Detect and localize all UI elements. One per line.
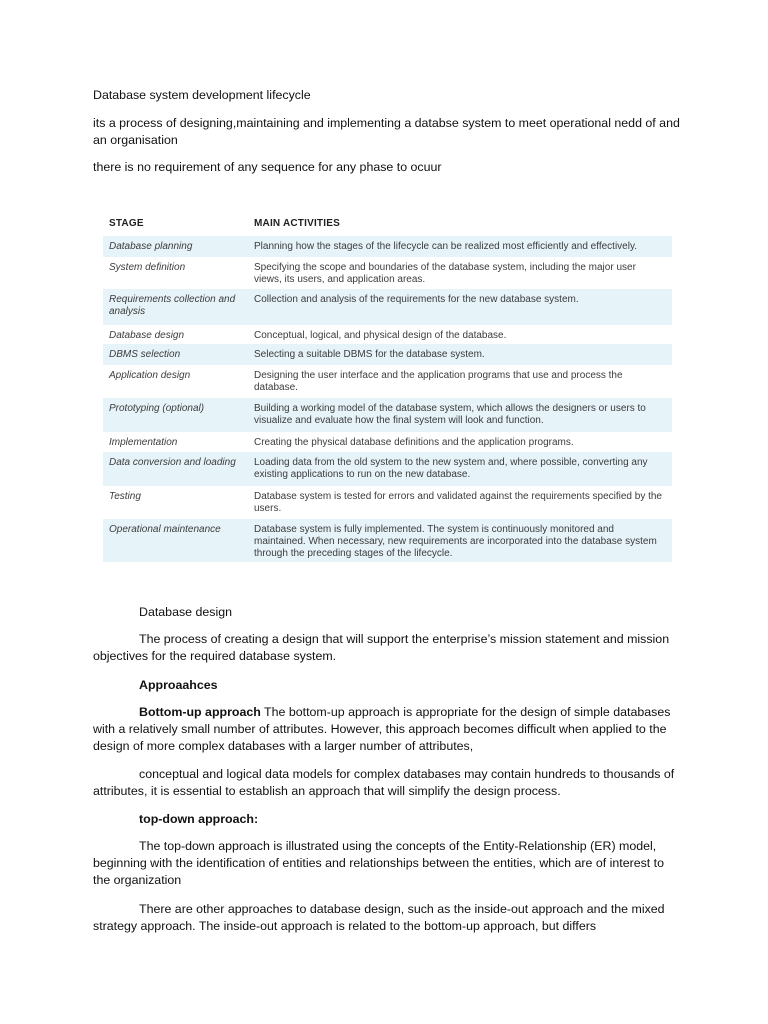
other-approaches-paragraph: There are other approaches to database design, such as the inside-out approach and the mixed strategy approach. The inside-out approach is related to the bottom-up approach, but differs	[93, 902, 665, 933]
stage-cell: Prototyping (optional)	[109, 403, 205, 414]
table-row	[103, 452, 672, 486]
top-down-heading: top-down approach:	[139, 812, 259, 826]
approaches-heading: Approaahces	[139, 678, 218, 692]
activity-cell: Specifying the scope and boundaries of the database system, including the major user views, its users, and application areas.	[254, 262, 636, 285]
doc-title: Database system development lifecycle	[93, 88, 311, 102]
activity-cell: Collection and analysis of the requirements for the new database system.	[254, 294, 579, 305]
stage-cell: System definition	[109, 262, 186, 273]
table-row	[103, 344, 672, 365]
activity-cell: Building a working model of the database system, which allows the designers or users to visualize and evaluate how the final system will look and function.	[254, 403, 646, 426]
activity-cell: Loading data from the old system to the new system and, where possible, converting any existing applications to run on the new database.	[254, 457, 648, 480]
table-row	[103, 325, 672, 344]
bottom-up-label: Bottom-up approach	[139, 705, 261, 719]
stage-cell: Operational maintenance	[109, 524, 221, 535]
stage-cell: Database planning	[109, 241, 193, 252]
stage-cell: Data conversion and loading	[109, 457, 236, 468]
table-row	[103, 236, 672, 257]
bottom-up-paragraph	[93, 704, 683, 755]
bottom-up-text: The bottom-up approach is appropriate for the design of simple databases with a relatively small number of attributes. However, this approach becomes difficult when applied to the design of more complex databases with a larger number of attributes,	[93, 705, 671, 753]
definition-paragraph: its a process of designing,maintaining and implementing a databse system to meet operational nedd of and an organisation	[93, 116, 680, 147]
table-header	[103, 210, 672, 236]
design-heading: Database design	[139, 605, 232, 619]
header-main-activities: MAIN ACTIVITIES	[254, 218, 340, 229]
header-stage: STAGE	[109, 218, 144, 229]
activity-cell: Designing the user interface and the application programs that use and process the database.	[254, 370, 623, 393]
stage-cell: Requirements collection and analysis	[109, 294, 236, 317]
table-row	[103, 365, 672, 398]
table-row	[103, 432, 672, 452]
table-row	[103, 486, 672, 519]
table-row	[103, 257, 672, 289]
activity-cell: Planning how the stages of the lifecycle can be realized most efficiently and effectively.	[254, 241, 637, 252]
activity-cell: Conceptual, logical, and physical design of the database.	[254, 330, 507, 341]
activity-cell: Database system is fully implemented. The system is continuously monitored and maintained. When necessary, new requirements are incorporated into the database system through the preceding stages of the lifecycle.	[254, 524, 657, 559]
stage-cell: Application design	[109, 370, 191, 381]
activity-cell: Creating the physical database definitions and the application programs.	[254, 437, 574, 448]
table-row	[103, 519, 672, 562]
stage-cell: Testing	[109, 491, 141, 502]
table-row	[103, 398, 672, 432]
activity-cell: Selecting a suitable DBMS for the database system.	[254, 349, 485, 360]
stage-cell: Database design	[109, 330, 185, 341]
stage-cell: Implementation	[109, 437, 178, 448]
design-definition-paragraph: The process of creating a design that will support the enterprise’s mission statement and mission objectives for the required database system.	[93, 632, 670, 663]
stage-cell: DBMS selection	[109, 349, 181, 360]
lifecycle-table	[103, 210, 672, 562]
table-row	[103, 289, 672, 325]
top-down-paragraph: The top-down approach is illustrated using the concepts of the Entity-Relationship (ER) model, beginning with the identification of entities and relationships between the entities, which are of interest to the organization	[93, 839, 665, 887]
complex-models-paragraph: conceptual and logical data models for complex databases may contain hundreds to thousands of attributes, it is essential to establish an approach that will simplify the design process.	[93, 767, 675, 798]
sequence-note-paragraph: there is no requirement of any sequence for any phase to ocuur	[93, 160, 442, 174]
activity-cell: Database system is tested for errors and validated against the requirements specified by the users.	[254, 491, 662, 514]
